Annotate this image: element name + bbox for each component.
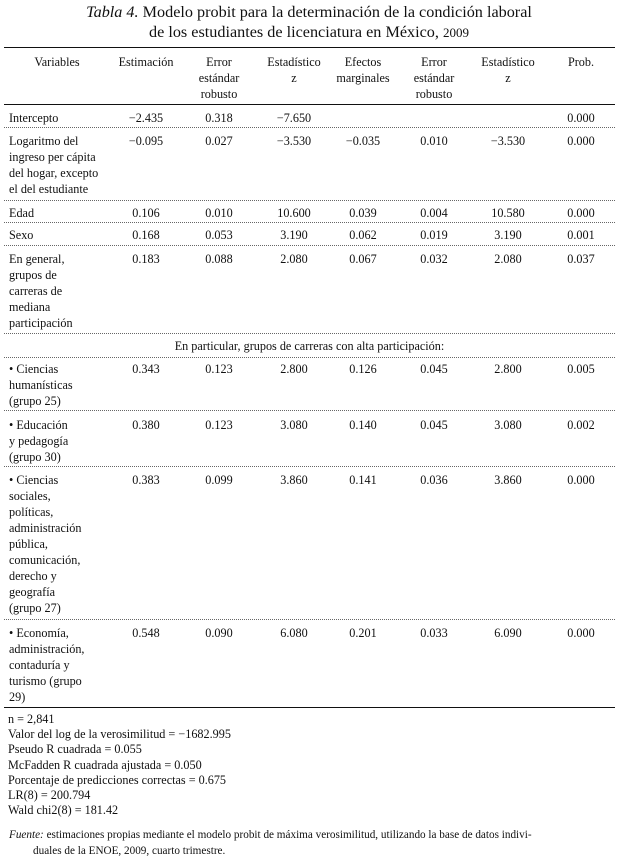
group-row-4-label-line: • Economía, xyxy=(9,626,69,640)
table-row-1-value: 0.000 xyxy=(567,111,595,125)
row-separator xyxy=(4,127,615,128)
table-row-5-value: 0.037 xyxy=(567,252,595,266)
header-estadistico-z-1-line: Estadístico xyxy=(267,55,321,69)
table-row-2-label-line: ingreso per cápita xyxy=(9,150,96,164)
table-row-5-label xyxy=(9,251,114,331)
table-title xyxy=(0,2,618,43)
table-row-3-label xyxy=(9,205,114,221)
group-row-3-label-line: sociales, xyxy=(9,489,51,503)
group-row-3-value: 0.141 xyxy=(349,473,377,487)
table-row-1-value: −7.650 xyxy=(276,111,312,125)
table-number-label: Tabla 4. xyxy=(86,3,139,21)
group-row-4-value: 0.000 xyxy=(567,626,595,640)
group-row-2-label-line: y pedagogía xyxy=(9,434,69,448)
group-row-3-label-line: pública, xyxy=(9,537,48,551)
group-row-4-label-line: 29) xyxy=(9,690,26,704)
header-prob-line: Prob. xyxy=(567,55,595,69)
title-year: 2009 xyxy=(442,25,469,40)
table-row-2-label-line: Logaritmo del xyxy=(9,134,79,148)
table-row-2-value: 0.027 xyxy=(205,134,233,148)
header-estadistico-z-2 xyxy=(470,54,546,86)
table-row-4-value: 3.190 xyxy=(494,228,522,242)
group-row-1-value: 2.800 xyxy=(280,362,308,376)
group-row-3-value: 3.860 xyxy=(494,473,522,487)
header-estimacion-line: Estimación xyxy=(118,55,174,69)
group-row-2-value: 0.123 xyxy=(205,418,233,432)
group-row-2-label-line: (grupo 30) xyxy=(9,450,61,464)
table-row-2-value: −3.530 xyxy=(490,134,526,148)
table-row-5-label-line: grupos de xyxy=(9,268,57,282)
group-row-2-label-line: • Educación xyxy=(9,418,68,432)
table-row-5-value: 2.080 xyxy=(494,252,522,266)
table-row-5-value: 0.088 xyxy=(205,252,233,266)
group-row-4-value: 0.090 xyxy=(205,626,233,640)
group-row-4-label-line: contaduría y xyxy=(9,658,70,672)
group-row-1-value: 0.126 xyxy=(349,362,377,376)
group-row-2-value: 3.080 xyxy=(280,418,308,432)
table-row-4-label-line: Sexo xyxy=(9,228,34,242)
group-row-3-label-line: geografía xyxy=(9,585,56,599)
table-row-5-value: 0.032 xyxy=(420,252,448,266)
section-heading: En particular, grupos de carreras con alta participación: xyxy=(174,339,445,353)
header-error-robusto-2-line: estándar xyxy=(413,71,455,85)
table-row-2-value: −0.035 xyxy=(345,134,381,148)
table-row-2-label-line: del hogar, excepto xyxy=(9,166,99,180)
table-row-3-value: 0.004 xyxy=(420,206,448,220)
row-separator xyxy=(4,357,615,358)
header-efectos-marginales-line: marginales xyxy=(336,71,390,85)
table-row-4-value: 0.019 xyxy=(420,228,448,242)
table-row-2-value: −3.530 xyxy=(276,134,312,148)
table-row-5-value: 0.183 xyxy=(132,252,160,266)
group-row-1-label-line: (grupo 25) xyxy=(9,394,61,408)
table-row-4-value: 3.190 xyxy=(280,228,308,242)
header-error-robusto-1-line: robusto xyxy=(200,87,238,101)
table-row-5-label-line: mediana xyxy=(9,300,51,314)
row-separator xyxy=(4,200,615,201)
group-row-1-label-line: humanísticas xyxy=(9,378,73,392)
header-error-robusto-2-line: robusto xyxy=(415,87,453,101)
group-row-1-value: 0.005 xyxy=(567,362,595,376)
group-row-2-value: 0.380 xyxy=(132,418,160,432)
source-line-2: duales de la ENOE, 2009, cuarto trimestre. xyxy=(33,844,226,857)
stat-wald: Wald chi2(8) = 181.42 xyxy=(8,803,119,818)
table-row-2-label xyxy=(9,133,114,197)
header-error-robusto-1-line: estándar xyxy=(198,71,240,85)
header-error-robusto-1 xyxy=(181,54,257,102)
group-row-3-label-line: (grupo 27) xyxy=(9,601,61,615)
table-row-4-value: 0.001 xyxy=(567,228,595,242)
header-prob xyxy=(545,54,617,70)
group-row-3-value: 0.000 xyxy=(567,473,595,487)
group-row-3-value: 3.860 xyxy=(280,473,308,487)
row-separator xyxy=(4,245,615,246)
title-line-2 xyxy=(0,22,618,43)
group-row-2-value: 0.045 xyxy=(420,418,448,432)
group-row-1-value: 0.343 xyxy=(132,362,160,376)
top-rule xyxy=(4,47,615,48)
group-row-2-value: 0.140 xyxy=(349,418,377,432)
table-row-4-value: 0.053 xyxy=(205,228,233,242)
table-row-3-value: 0.039 xyxy=(349,206,377,220)
group-row-3-value: 0.099 xyxy=(205,473,233,487)
title-text-1: Modelo probit para la determinación de la condición laboral xyxy=(142,3,532,21)
group-row-3-value: 0.036 xyxy=(420,473,448,487)
group-row-2-value: 0.002 xyxy=(567,418,595,432)
group-row-1-value: 0.123 xyxy=(205,362,233,376)
title-line-1 xyxy=(0,2,618,22)
group-row-4-label-line: turismo (grupo xyxy=(9,674,82,688)
table-row-5-value: 0.067 xyxy=(349,252,377,266)
table-row-4-value: 0.062 xyxy=(349,228,377,242)
group-row-4-value: 0.033 xyxy=(420,626,448,640)
header-variables xyxy=(4,54,110,70)
header-estimacion xyxy=(108,54,184,70)
header-estadistico-z-2-line: Estadístico xyxy=(481,55,535,69)
source-label: Fuente: xyxy=(9,829,44,841)
header-estadistico-z-2-line: z xyxy=(505,71,511,85)
group-row-4-value: 6.090 xyxy=(494,626,522,640)
group-row-3-label-line: administración xyxy=(9,521,82,535)
table-row-1-label-line: Intercepto xyxy=(9,111,59,125)
header-error-robusto-1-line: Error xyxy=(206,55,232,69)
header-estadistico-z-1 xyxy=(256,54,332,86)
table-row-2-value: 0.010 xyxy=(420,134,448,148)
stat-mcfadden-r2: McFadden R cuadrada ajustada = 0.050 xyxy=(8,757,202,772)
table-row-5-value: 2.080 xyxy=(280,252,308,266)
table-row-1-value: 0.318 xyxy=(205,111,233,125)
header-rule xyxy=(4,104,615,105)
table-row-3-label-line: Edad xyxy=(9,206,35,220)
row-separator xyxy=(4,222,615,223)
stat-pseudo-r2: Pseudo R cuadrada = 0.055 xyxy=(8,742,142,757)
row-separator xyxy=(4,619,615,620)
header-estadistico-z-1-line: z xyxy=(291,71,297,85)
stat-correct-predictions: Porcentaje de predicciones correctas = 0.675 xyxy=(8,772,227,787)
stat-lr: LR(8) = 200.794 xyxy=(8,788,91,803)
row-separator xyxy=(4,410,615,411)
bottom-rule xyxy=(4,707,615,708)
table-row-3-value: 0.010 xyxy=(205,206,233,220)
header-error-robusto-2-line: Error xyxy=(421,55,447,69)
table-row-5-label-line: carreras de xyxy=(9,284,63,298)
group-row-1-value: 2.800 xyxy=(494,362,522,376)
group-row-3-label-line: comunicación, xyxy=(9,553,81,567)
source-line-1: estimaciones propias mediante el modelo probit de máxima verosimilitud, utilizando la base de datos indivi- xyxy=(46,829,532,841)
header-efectos-marginales xyxy=(325,54,401,86)
header-efectos-marginales-line: Efectos xyxy=(344,55,382,69)
table-row-2-value: 0.000 xyxy=(567,134,595,148)
group-row-3-label-line: derecho y xyxy=(9,569,57,583)
table-row-4-value: 0.168 xyxy=(132,228,160,242)
table-row-5-label-line: participación xyxy=(9,316,73,330)
group-row-4-value: 0.201 xyxy=(349,626,377,640)
table-row-5-label-line: En general, xyxy=(9,252,65,266)
group-row-4-label xyxy=(9,625,114,705)
group-row-4-value: 6.080 xyxy=(280,626,308,640)
header-error-robusto-2 xyxy=(396,54,472,102)
table-row-1-value: −2.435 xyxy=(128,111,164,125)
stat-n: n = 2,841 xyxy=(8,712,55,726)
table-row-3-value: 10.600 xyxy=(277,206,311,220)
title-text-2: de los estudiantes de licenciatura en México, xyxy=(149,23,439,41)
group-row-2-value: 3.080 xyxy=(494,418,522,432)
table-row-3-value: 0.106 xyxy=(132,206,160,220)
group-row-1-value: 0.045 xyxy=(420,362,448,376)
source-note xyxy=(9,828,613,859)
group-row-3-value: 0.383 xyxy=(132,473,160,487)
table-row-3-value: 10.580 xyxy=(491,206,525,220)
group-row-1-label xyxy=(9,361,114,409)
model-statistics xyxy=(8,712,231,818)
table-row-1-label xyxy=(9,110,114,126)
table-row-3-value: 0.000 xyxy=(567,206,595,220)
group-row-1-label-line: • Ciencias xyxy=(9,362,59,376)
group-row-3-label-line: políticas, xyxy=(9,505,54,519)
stat-log-likelihood: Valor del log de la verosimilitud = −1682.995 xyxy=(8,727,231,742)
row-separator xyxy=(4,466,615,467)
header-variables-line: Variables xyxy=(34,55,80,69)
row-separator xyxy=(4,333,615,334)
table-row-2-value: −0.095 xyxy=(128,134,164,148)
group-row-4-value: 0.548 xyxy=(132,626,160,640)
group-row-3-label-line: • Ciencias xyxy=(9,473,59,487)
group-row-4-label-line: administración, xyxy=(9,642,85,656)
group-row-3-label xyxy=(9,472,114,616)
table-row-2-label-line: el del estudiante xyxy=(9,182,89,196)
table-row-4-label xyxy=(9,227,114,243)
group-row-2-label xyxy=(9,417,114,465)
